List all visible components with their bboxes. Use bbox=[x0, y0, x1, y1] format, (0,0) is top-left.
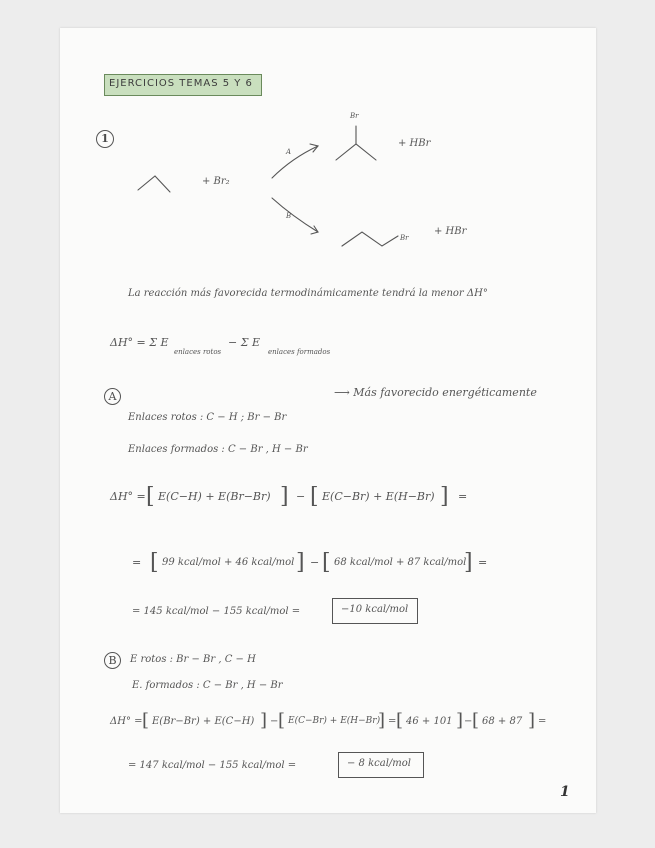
part-b-eq1-val2: 68 + 87 bbox=[482, 716, 523, 727]
product-b-byproduct: + HBr bbox=[434, 226, 467, 237]
part-a-result: −10 kcal/mol bbox=[341, 604, 409, 615]
part-a-eq1-right: E(C−Br) + E(H−Br) bbox=[322, 490, 435, 503]
part-b-label: B bbox=[104, 652, 121, 669]
arrow-b bbox=[272, 198, 318, 232]
exercise-number: 1 bbox=[96, 130, 114, 148]
part-a-note: ⟶ Más favorecido energéticamente bbox=[334, 386, 537, 399]
part-a-eq3: = 145 kcal/mol − 155 kcal/mol = bbox=[132, 606, 301, 617]
part-b-eq1-right: E(C−Br) + E(H−Br) bbox=[288, 716, 381, 726]
part-b-result-box bbox=[338, 752, 424, 778]
statement-text: La reacción más favorecida termodinámicamente tendrá la menor ΔH° bbox=[128, 288, 488, 299]
part-b-rotos: E rotos : Br − Br , C − H bbox=[130, 654, 256, 665]
formula-lhs: ΔH° = Σ E bbox=[110, 336, 169, 349]
route-a-label: A bbox=[286, 148, 292, 156]
part-b-formados: E. formados : C − Br , H − Br bbox=[132, 680, 283, 691]
notebook-page: EJERCICIOS TEMAS 5 Y 6 1 + Br₂ A B Br + HBr Br + HBr La reacción más favorecida termodinámicamente tendrá la menor ΔH° ΔH° = Σ E enlaces rotos − Σ E enlaces formados A ⟶ Más favorecido energéticamente Enlaces rotos : C − H ; Br − Br Enlaces formados : C − Br , H − Br ΔH° = [ E(C−H) + E(Br−Br) ] − [ E(C−Br) + E(H−Br) ] = = [ 99 kcal/mol + 46 kcal/mol ] − [ 68 kcal/mol + 87 kcal/mol ] = = 145 kcal/mol − 155 kcal/mol = −10 kcal/mol B E rotos : Br − Br , C − H E. formados : C − Br , H − Br ΔH° = [ E(Br−Br) + E(C−H) ] − [ E(C−Br) + E(H−Br) ] = [ 46 + 101 ] − [ 68 + 87 ] = = 147 kcal/mol − 155 kcal/mol = − 8 kcal/mol 1 bbox=[60, 28, 596, 813]
part-b-eq2: = 147 kcal/mol − 155 kcal/mol = bbox=[128, 760, 297, 771]
part-a-eq2-left: 99 kcal/mol + 46 kcal/mol bbox=[162, 557, 295, 568]
part-b-eq1-val1: 46 + 101 bbox=[406, 716, 453, 727]
page-number: 1 bbox=[560, 784, 570, 800]
product-b-substituent: Br bbox=[400, 234, 409, 242]
part-b-eq1-lhs: ΔH° = bbox=[110, 716, 143, 727]
part-a-result-box bbox=[332, 598, 418, 624]
propane-structure bbox=[138, 176, 170, 192]
route-b-label: B bbox=[286, 212, 292, 220]
formula-sub2: enlaces formados bbox=[268, 348, 331, 356]
part-a-eq2-start: = bbox=[132, 556, 142, 569]
product-a-structure bbox=[336, 144, 376, 160]
part-a-eq1-left: E(C−H) + E(Br−Br) bbox=[158, 490, 271, 503]
part-a-rotos: Enlaces rotos : C − H ; Br − Br bbox=[128, 412, 287, 423]
product-a-substituent: Br bbox=[350, 112, 359, 120]
part-a-eq2-right: 68 kcal/mol + 87 kcal/mol bbox=[334, 557, 467, 568]
product-b-structure bbox=[342, 232, 398, 246]
part-a-eq1-end: = bbox=[458, 490, 468, 503]
arrow-a bbox=[272, 146, 318, 178]
product-a-byproduct: + HBr bbox=[398, 138, 431, 149]
part-b-eq1-end: = bbox=[538, 716, 547, 727]
part-a-label: A bbox=[104, 388, 121, 405]
formula-mid: − Σ E bbox=[228, 336, 261, 349]
part-a-eq1-lhs: ΔH° = bbox=[110, 490, 146, 503]
part-b-eq1-left: E(Br−Br) + E(C−H) bbox=[152, 716, 255, 727]
part-b-result: − 8 kcal/mol bbox=[347, 758, 411, 769]
part-a-eq2-end: = bbox=[478, 556, 488, 569]
formula-sub1: enlaces rotos bbox=[174, 348, 222, 356]
reagent-text: + Br₂ bbox=[202, 176, 230, 187]
part-a-formados: Enlaces formados : C − Br , H − Br bbox=[128, 444, 308, 455]
page-title: EJERCICIOS TEMAS 5 Y 6 bbox=[109, 78, 253, 89]
